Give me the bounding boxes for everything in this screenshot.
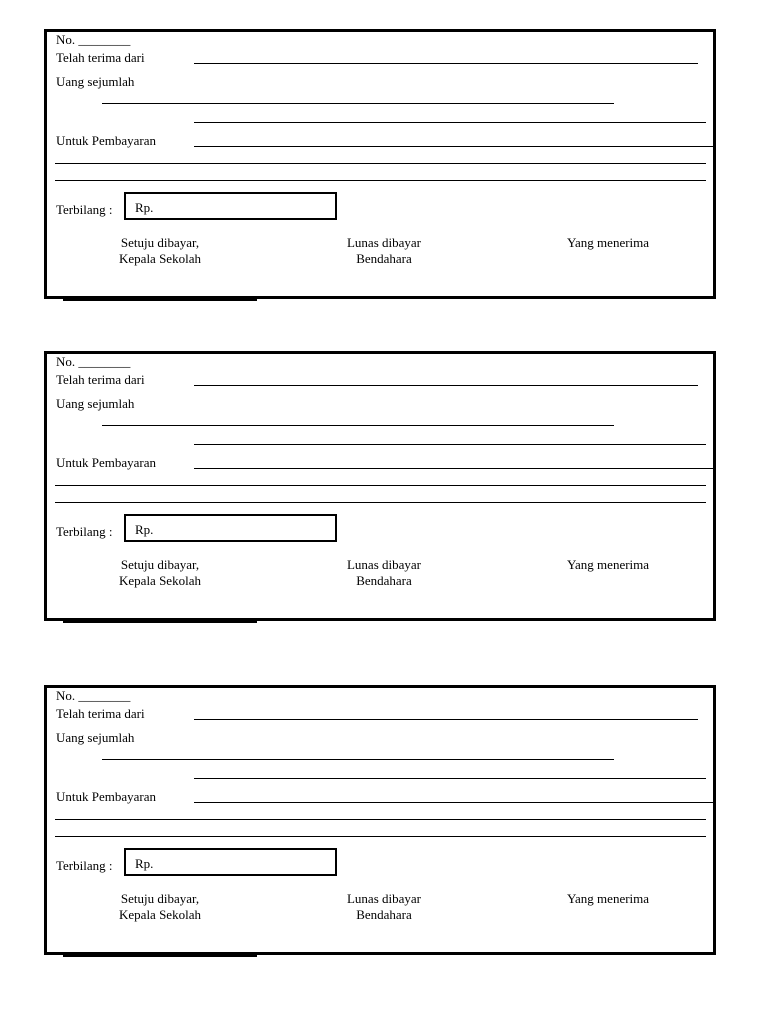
approval-signature-block (80, 235, 240, 267)
received-from-line[interactable] (194, 385, 698, 386)
receipt-form-2 (44, 351, 716, 621)
amount-line-2[interactable] (194, 122, 706, 123)
treasurer-label: Bendahara (356, 251, 412, 266)
payment-for-line[interactable] (194, 146, 714, 147)
bottom-rule (63, 955, 257, 957)
receipt-form-3 (44, 685, 716, 955)
payment-for-line-3[interactable] (55, 180, 706, 181)
principal-label: Kepala Sekolah (119, 573, 201, 588)
recipient-signature-block (528, 235, 688, 251)
received-from-label: Telah terima dari (56, 50, 145, 65)
payment-for-label: Untuk Pembayaran (56, 455, 157, 470)
currency-label: Rp. (135, 200, 154, 215)
paid-label: Lunas dibayar (346, 557, 421, 572)
currency-label: Rp. (135, 522, 154, 537)
receipt-form-1 (44, 29, 716, 299)
paid-signature-block (304, 891, 464, 923)
spelled-amount-label: Terbilang : (56, 858, 113, 873)
amount-box[interactable] (124, 192, 337, 220)
payment-for-label: Untuk Pembayaran (56, 789, 157, 804)
payment-for-line-3[interactable] (55, 502, 706, 503)
approval-signature-block (80, 557, 240, 589)
receipt-number-label: No. ________ (56, 32, 131, 47)
treasurer-label: Bendahara (356, 573, 412, 588)
payment-for-line-2[interactable] (55, 485, 706, 486)
payment-for-line-2[interactable] (55, 819, 706, 820)
treasurer-label: Bendahara (356, 907, 412, 922)
received-from-line[interactable] (194, 719, 698, 720)
payment-for-line[interactable] (194, 802, 714, 803)
amount-box[interactable] (124, 848, 337, 876)
received-from-label: Telah terima dari (56, 372, 145, 387)
paid-label: Lunas dibayar (346, 891, 421, 906)
approval-label: Setuju dibayar, (120, 891, 200, 906)
amount-box[interactable] (124, 514, 337, 542)
spelled-amount-label: Terbilang : (56, 524, 113, 539)
amount-line[interactable] (102, 759, 614, 760)
amount-line-2[interactable] (194, 444, 706, 445)
amount-label: Uang sejumlah (56, 396, 135, 411)
bottom-rule (63, 621, 257, 623)
approval-label: Setuju dibayar, (120, 557, 200, 572)
received-from-line[interactable] (194, 63, 698, 64)
recipient-signature-block (528, 557, 688, 573)
recipient-label: Yang menerima (566, 235, 650, 250)
principal-label: Kepala Sekolah (119, 907, 201, 922)
paid-signature-block (304, 557, 464, 589)
recipient-signature-block (528, 891, 688, 907)
recipient-label: Yang menerima (566, 891, 650, 906)
amount-line-2[interactable] (194, 778, 706, 779)
receipt-number-label: No. ________ (56, 354, 131, 369)
paid-label: Lunas dibayar (346, 235, 421, 250)
paid-signature-block (304, 235, 464, 267)
principal-label: Kepala Sekolah (119, 251, 201, 266)
recipient-label: Yang menerima (566, 557, 650, 572)
payment-for-label: Untuk Pembayaran (56, 133, 157, 148)
received-from-label: Telah terima dari (56, 706, 145, 721)
payment-for-line[interactable] (194, 468, 714, 469)
payment-for-line-2[interactable] (55, 163, 706, 164)
approval-label: Setuju dibayar, (120, 235, 200, 250)
amount-line[interactable] (102, 425, 614, 426)
bottom-rule (63, 299, 257, 301)
receipt-number-label: No. ________ (56, 688, 131, 703)
amount-label: Uang sejumlah (56, 74, 135, 89)
currency-label: Rp. (135, 856, 154, 871)
amount-label: Uang sejumlah (56, 730, 135, 745)
amount-line[interactable] (102, 103, 614, 104)
approval-signature-block (80, 891, 240, 923)
spelled-amount-label: Terbilang : (56, 202, 113, 217)
payment-for-line-3[interactable] (55, 836, 706, 837)
